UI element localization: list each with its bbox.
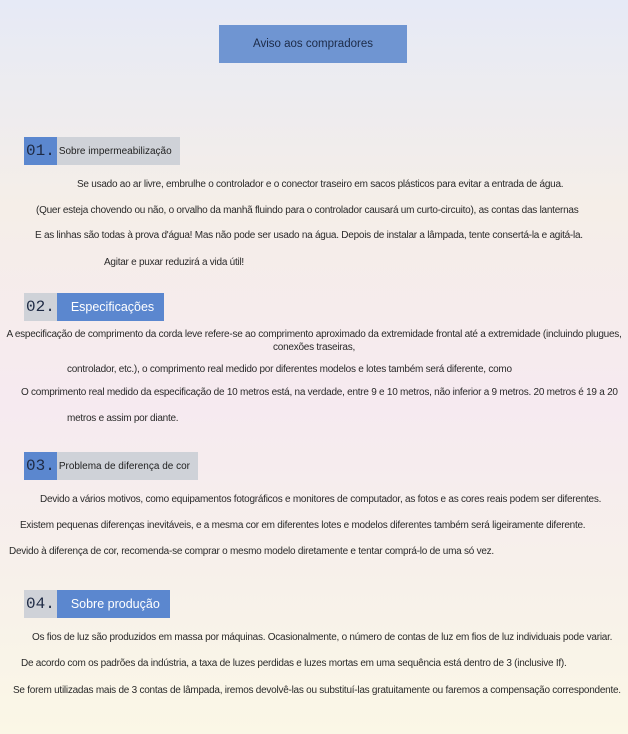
- section-02-line-1: A especificação de comprimento da corda leve refere-se ao comprimento aproximado da extremidade frontal até a extremidade (incluindo plugues, conexões traseiras,: [6, 329, 622, 353]
- section-04-line-3: Se forem utilizadas mais de 3 contas de lâmpada, iremos devolvê-las ou substituí-las gratuitamente ou faremos a compensação correspondente.: [13, 685, 621, 696]
- section-03-line-2: Existem pequenas diferenças inevitáveis, e a mesma cor em diferentes lotes e modelos diferentes também será ligeiramente diferente.: [20, 520, 586, 531]
- page-title: Aviso aos compradores: [219, 25, 407, 63]
- section-heading: Problema de diferença de cor: [57, 452, 198, 480]
- section-04-header: [24, 590, 170, 618]
- section-01-header: [24, 137, 180, 165]
- section-number: 03.: [24, 452, 57, 480]
- section-number: 04.: [24, 590, 57, 618]
- section-heading: Sobre produção: [57, 590, 170, 618]
- section-number: 02.: [24, 293, 57, 321]
- section-04-line-1: Os fios de luz são produzidos em massa por máquinas. Ocasionalmente, o número de contas de luz em fios de luz individuais pode variar.: [32, 632, 613, 643]
- section-number: 01.: [24, 137, 57, 165]
- section-03-line-1: Devido a vários motivos, como equipamentos fotográficos e monitores de computador, as fotos e as cores reais podem ser diferentes.: [40, 494, 602, 505]
- section-01-line-4: Agitar e puxar reduzirá a vida útil!: [104, 257, 244, 268]
- section-02-line-4: metros e assim por diante.: [67, 413, 179, 424]
- section-03-header: [24, 452, 198, 480]
- section-heading: Sobre impermeabilização: [57, 137, 180, 165]
- section-heading: Especificações: [57, 293, 164, 321]
- section-01-line-2: (Quer esteja chovendo ou não, o orvalho da manhã fluindo para o controlador causará um curto-circuito), as contas das lanternas: [36, 205, 579, 216]
- section-02-line-3: O comprimento real medido da especificação de 10 metros está, na verdade, entre 9 e 10 metros, não inferior a 9 metros. 20 metros é 19 a 20: [21, 387, 618, 398]
- section-03-line-3: Devido à diferença de cor, recomenda-se comprar o mesmo modelo diretamente e tentar comprá-lo de uma só vez.: [9, 546, 494, 557]
- section-02-header: [24, 293, 164, 321]
- section-01-line-3: E as linhas são todas à prova d'água! Mas não pode ser usado na água. Depois de instalar a lâmpada, tente consertá-la e agitá-la.: [35, 230, 583, 241]
- section-02-line-2: controlador, etc.), o comprimento real medido por diferentes modelos e lotes também será diferente, como: [67, 364, 512, 375]
- section-04-line-2: De acordo com os padrões da indústria, a taxa de luzes perdidas e luzes mortas em uma sequência está dentro de 3 (inclusive If).: [21, 658, 567, 669]
- section-01-line-1: Se usado ao ar livre, embrulhe o controlador e o conector traseiro em sacos plásticos para evitar a entrada de água.: [77, 179, 564, 190]
